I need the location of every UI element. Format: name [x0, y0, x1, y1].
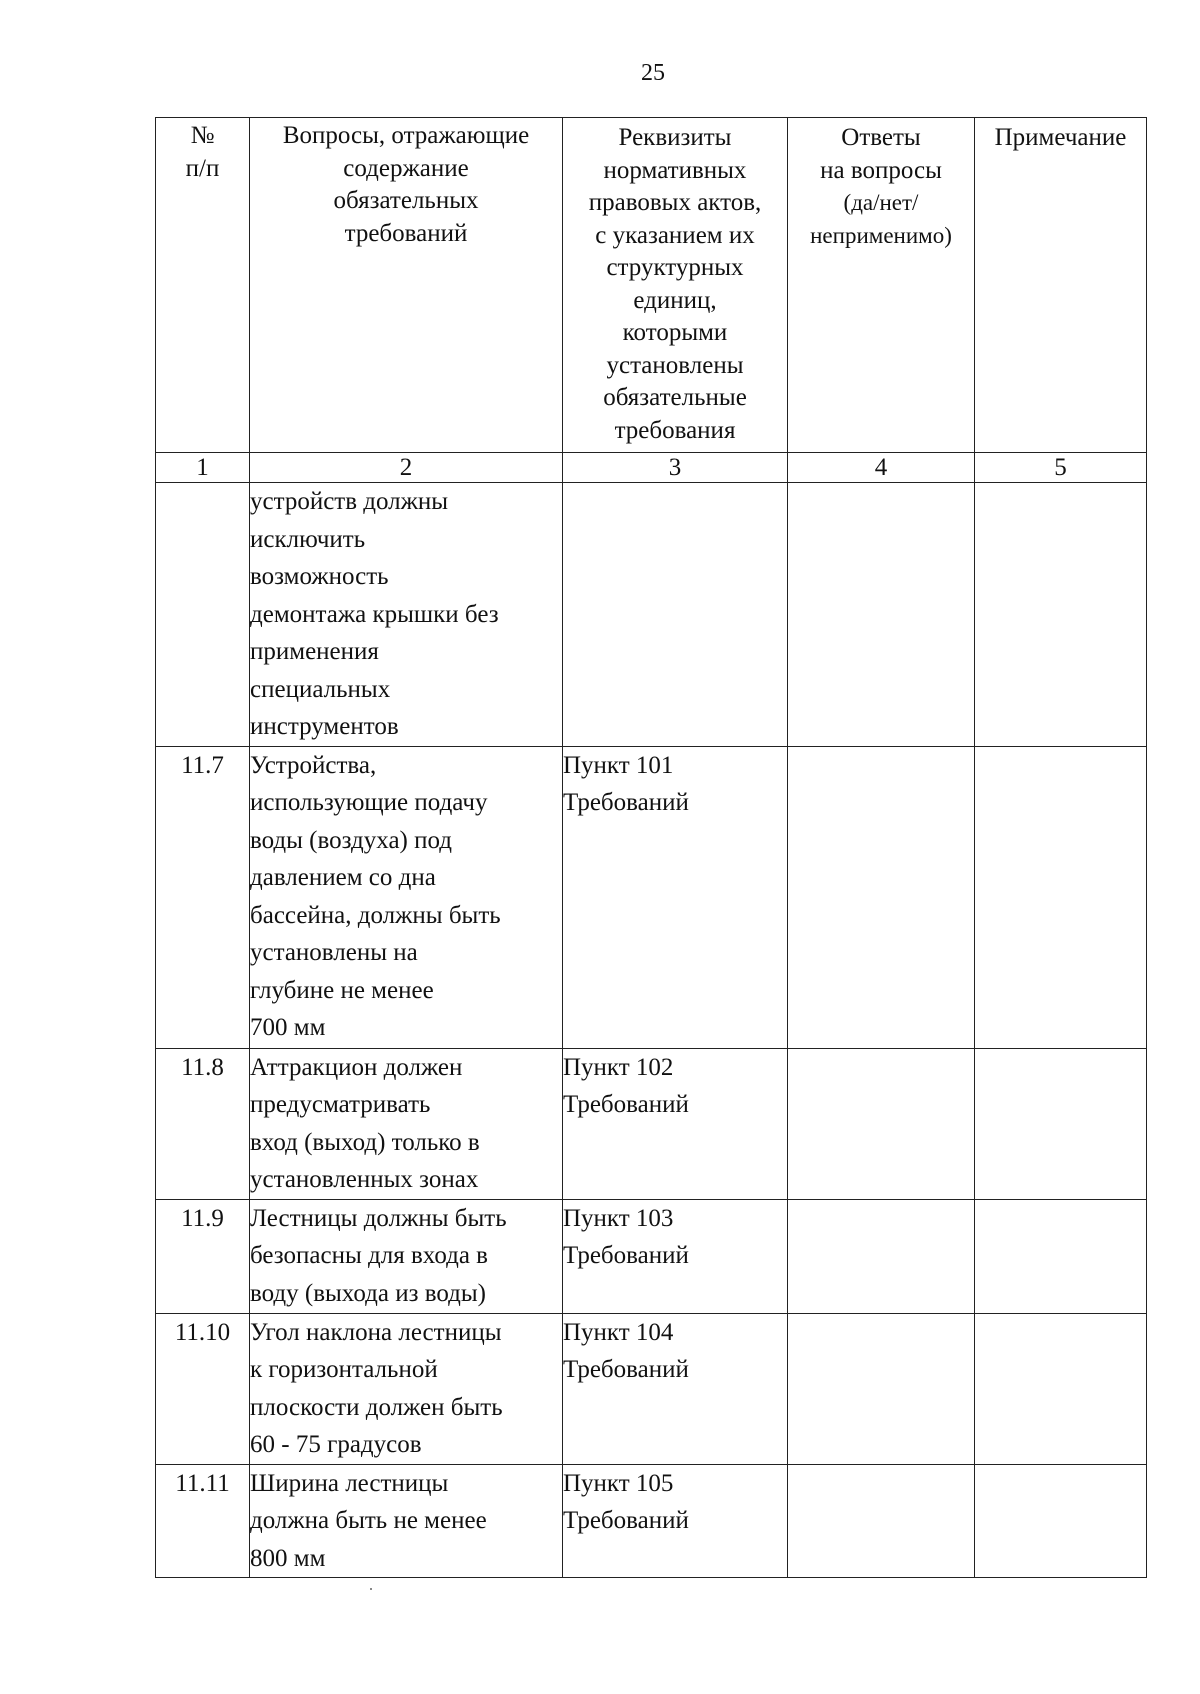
row-reference — [563, 1048, 788, 1199]
header-line: неприменимо) — [810, 222, 952, 248]
row-question — [250, 746, 563, 1048]
question-line: Аттракцион должен — [250, 1053, 463, 1081]
row-note — [975, 1199, 1147, 1313]
row-number — [156, 483, 250, 747]
question-line: исключить — [250, 525, 366, 553]
reference-line: Пункт 102 — [563, 1053, 674, 1081]
row-answer — [788, 1313, 975, 1464]
question-line: специальных — [250, 675, 391, 703]
column-number: 3 — [563, 453, 788, 483]
column-number: 5 — [975, 453, 1147, 483]
header-line: Примечание — [994, 124, 1127, 151]
page-number: 25 — [641, 60, 665, 86]
row-answer — [788, 483, 975, 747]
header-questions — [250, 118, 563, 453]
row-reference — [563, 1464, 788, 1578]
header-line: единиц, — [633, 286, 717, 314]
question-line: инструментов — [250, 713, 399, 740]
question-line: безопасны для входа в — [250, 1242, 488, 1269]
row-note — [975, 746, 1147, 1048]
header-line: требований — [344, 219, 468, 247]
header-line: содержание — [343, 154, 469, 182]
reference-line: Пункт 101 — [563, 751, 674, 779]
header-line: требования — [614, 416, 736, 444]
row-reference — [563, 1313, 788, 1464]
table-row — [156, 1313, 1147, 1464]
header-line: на вопросы — [820, 156, 942, 184]
reference-line: Требований — [563, 1507, 689, 1534]
question-line: предусматривать — [250, 1091, 431, 1118]
question-line: воды (воздуха) под — [250, 826, 453, 854]
row-reference — [563, 1199, 788, 1313]
header-line: правовых актов, — [588, 189, 762, 216]
table-row — [156, 1199, 1147, 1313]
header-line: с указанием их — [595, 221, 755, 249]
header-line: № — [190, 122, 215, 149]
row-number: 11.9 — [156, 1199, 250, 1313]
question-line: бассейна, должны быть — [250, 901, 501, 929]
row-number: 11.11 — [156, 1464, 250, 1578]
header-line: установлены — [606, 351, 744, 379]
requirements-table — [155, 117, 1147, 1578]
question-line: Лестницы должны быть — [250, 1204, 507, 1232]
header-line: нормативных — [603, 156, 747, 184]
question-line: 700 мм — [250, 1014, 326, 1041]
question-line: к горизонтальной — [250, 1356, 438, 1383]
row-note — [975, 1464, 1147, 1578]
header-line: (да/нет/ — [843, 190, 919, 215]
row-note — [975, 1313, 1147, 1464]
row-answer — [788, 1048, 975, 1199]
row-number: 11.10 — [156, 1313, 250, 1464]
header-line: Вопросы, отражающие — [282, 122, 530, 149]
question-line: использующие подачу — [250, 789, 488, 816]
header-line: обязательных — [333, 187, 479, 214]
column-number: 4 — [788, 453, 975, 483]
row-answer — [788, 1199, 975, 1313]
table-row — [156, 1048, 1147, 1199]
row-question — [250, 1048, 563, 1199]
reference-line: Пункт 104 — [563, 1318, 674, 1346]
row-question — [250, 1313, 563, 1464]
row-reference — [563, 746, 788, 1048]
row-note — [975, 1048, 1147, 1199]
reference-line: Требований — [563, 1356, 689, 1383]
question-line: должна быть не менее — [250, 1507, 487, 1534]
table-header-row — [156, 118, 1147, 453]
question-line: 800 мм — [250, 1544, 326, 1572]
column-number: 1 — [156, 453, 250, 483]
row-number: 11.7 — [156, 746, 250, 1048]
column-number: 2 — [250, 453, 563, 483]
row-answer — [788, 746, 975, 1048]
reference-line: Пункт 105 — [563, 1469, 674, 1497]
header-line: Ответы — [841, 124, 921, 151]
question-line: давлением со дна — [250, 864, 436, 891]
column-numbering-row — [156, 453, 1147, 483]
scan-artifact-dot — [370, 1588, 372, 1590]
row-number: 11.8 — [156, 1048, 250, 1199]
header-note — [975, 118, 1147, 453]
table-row — [156, 746, 1147, 1048]
question-line: глубине не менее — [250, 976, 434, 1004]
question-line: вход (выход) только в — [250, 1128, 480, 1156]
header-item-number — [156, 118, 250, 453]
table-row — [156, 483, 1147, 747]
table-row — [156, 1464, 1147, 1578]
row-question — [250, 483, 563, 747]
row-answer — [788, 1464, 975, 1578]
row-question — [250, 1464, 563, 1578]
question-line: устройств должны — [250, 488, 449, 515]
question-line: демонтажа крышки без — [250, 600, 499, 628]
header-line: Реквизиты — [618, 124, 732, 151]
question-line: установленных зонах — [250, 1166, 479, 1193]
reference-line: Пункт 103 — [563, 1204, 674, 1232]
header-legal-references — [563, 118, 788, 453]
row-reference — [563, 483, 788, 747]
header-line: п/п — [185, 154, 220, 182]
question-line: воду (выхода из воды) — [250, 1279, 486, 1307]
header-line: обязательные — [603, 384, 747, 411]
question-line: Устройства, — [250, 751, 377, 779]
question-line: 60 - 75 градусов — [250, 1431, 422, 1458]
reference-line: Требований — [563, 789, 689, 816]
header-line: которыми — [622, 319, 728, 346]
question-line: плоскости должен быть — [250, 1393, 503, 1421]
question-line: Угол наклона лестницы — [250, 1318, 502, 1346]
question-line: установлены на — [250, 939, 418, 966]
reference-line: Требований — [563, 1242, 689, 1269]
question-line: возможность — [250, 563, 389, 590]
header-answers — [788, 118, 975, 453]
reference-line: Требований — [563, 1091, 689, 1118]
row-note — [975, 483, 1147, 747]
header-line: структурных — [606, 254, 744, 281]
row-question — [250, 1199, 563, 1313]
question-line: Ширина лестницы — [250, 1469, 449, 1497]
question-line: применения — [250, 638, 379, 665]
